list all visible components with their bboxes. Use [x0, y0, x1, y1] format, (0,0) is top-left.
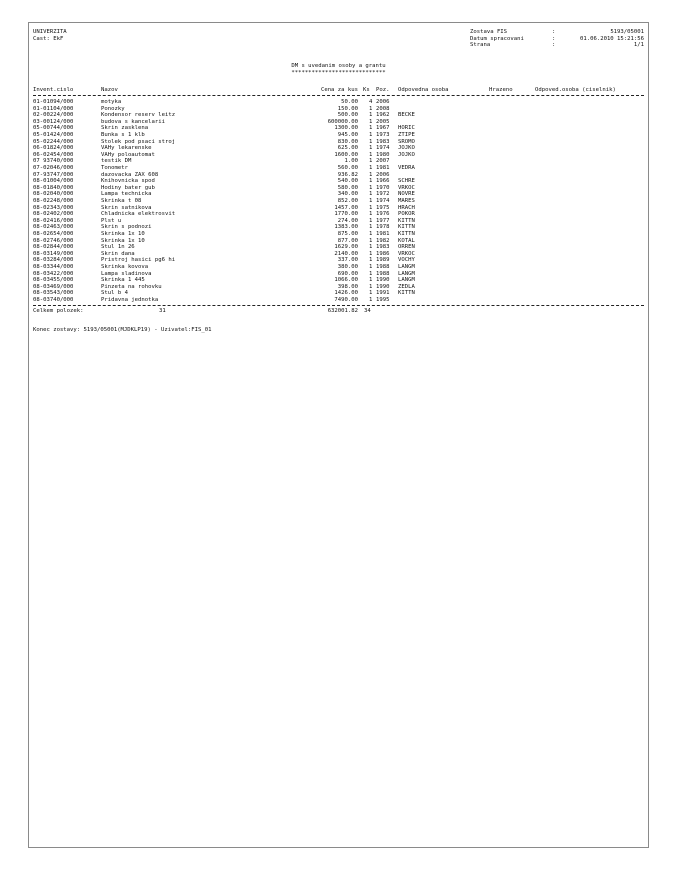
cell-nazov: motyka — [101, 99, 122, 105]
cell-ks: 1 — [369, 191, 373, 198]
cell-invent: 08-03344/000 — [33, 264, 74, 270]
cell-osoba: NOVRE — [398, 191, 415, 198]
cell-cena: 1066.00 — [334, 277, 358, 284]
strana-value: 1/1 — [633, 42, 644, 49]
cell-osoba: JOJKO — [398, 151, 415, 158]
col-ks: Ks — [363, 87, 370, 93]
cell-cena: 398.00 — [337, 283, 358, 290]
cell-nazov: budova s kancelarii — [101, 118, 165, 125]
cell-nazov: Pridavna jednotka — [101, 297, 159, 303]
col-poz: Poz. — [376, 87, 390, 93]
cell-nazov: Pinzeta na rohovku — [101, 283, 162, 290]
summary-ks-total: 34 — [364, 307, 371, 314]
cell-ks: 1 — [369, 178, 373, 185]
cell-invent: 05-02244/000 — [33, 138, 74, 145]
org-part: Cast: EkF — [33, 35, 64, 42]
table-row — [29, 271, 648, 278]
cell-invent: 01-01094/000 — [33, 99, 74, 105]
cell-nazov: Lampa technicka — [101, 191, 152, 198]
cell-osoba: JOJKO — [398, 145, 415, 152]
column-header-row — [29, 87, 648, 94]
cell-cena: 380.00 — [337, 264, 358, 270]
cell-cena: 7490.00 — [334, 297, 358, 303]
cell-cena: 830.00 — [337, 138, 358, 145]
table-row — [29, 178, 648, 185]
cell-nazov: dazovacka ZAX 608 — [101, 171, 159, 178]
report-title: DM s uvedanim osoby a grantu — [291, 63, 386, 69]
cell-ks: 1 — [369, 277, 373, 284]
cell-cena: 1629.00 — [334, 244, 358, 251]
cell-nazov: Skrin satnikova — [101, 204, 152, 211]
table-row — [29, 158, 648, 165]
summary-row — [29, 308, 648, 315]
cell-nazov: Knihovnicka spod — [101, 178, 155, 185]
cell-invent: 08-03284/000 — [33, 257, 74, 264]
cell-rok: 1990 — [376, 283, 390, 290]
table-row — [29, 231, 648, 238]
cell-invent: 08-03455/000 — [33, 277, 74, 284]
cell-ks: 1 — [369, 290, 373, 297]
cell-invent: 08-02746/000 — [33, 237, 74, 244]
cell-osoba: ZEDLA — [398, 283, 415, 290]
cell-invent: 06-02454/000 — [33, 151, 74, 158]
cell-nazov: Ponozky — [101, 105, 125, 112]
cell-ks: 1 — [369, 283, 373, 290]
cell-ks: 1 — [369, 224, 373, 231]
cell-ks: 1 — [369, 231, 373, 237]
cell-rok: 1983 — [376, 138, 390, 145]
cell-rok: 1974 — [376, 198, 390, 204]
cell-rok: 2006 — [376, 171, 390, 178]
table-row — [29, 284, 648, 291]
cell-nazov: Pristroj hasici pg6 hi — [101, 257, 176, 264]
cell-ks: 1 — [369, 257, 373, 264]
cell-nazov: Skrinka 1 445 — [101, 277, 145, 284]
cell-ks: 1 — [369, 125, 373, 132]
table-row — [29, 139, 648, 146]
col-hrazeno: Hrazeno — [489, 87, 513, 93]
cell-nazov: Skrinka kovova — [101, 264, 149, 270]
cell-ks: 1 — [369, 105, 373, 112]
cell-rok: 1983 — [376, 244, 390, 251]
cell-osoba: SROMO — [398, 138, 415, 145]
col-nazov: Nazov — [101, 87, 118, 93]
cell-ks: 1 — [369, 158, 373, 165]
cell-ks: 1 — [369, 184, 373, 191]
table-row — [29, 244, 648, 251]
cell-ks: 1 — [369, 270, 373, 277]
cell-osoba: BECKE — [398, 112, 415, 119]
cell-invent: 08-02416/000 — [33, 217, 74, 224]
cell-invent: 08-02402/000 — [33, 211, 74, 218]
cell-rok: 1966 — [376, 178, 390, 185]
cell-nazov: Stul b 4 — [101, 290, 128, 297]
cell-cena: 1770.00 — [334, 211, 358, 218]
org-name: UNIVERZITA — [33, 29, 67, 35]
table-row — [29, 165, 648, 172]
table-row — [29, 297, 648, 304]
cell-rok: 1990 — [376, 277, 390, 284]
cell-cena: 1.00 — [344, 158, 358, 165]
cell-osoba: VEDRA — [398, 165, 415, 171]
cell-ks: 1 — [369, 297, 373, 303]
cell-ks: 1 — [369, 151, 373, 158]
report-title-underline: **************************** — [291, 69, 386, 76]
cell-cena: 340.00 — [337, 191, 358, 198]
sep-datum: : — [552, 35, 556, 42]
table-row — [29, 112, 648, 119]
table-row — [29, 191, 648, 198]
cell-nazov: Skrin zasklena — [101, 125, 149, 132]
cell-ks: 1 — [369, 264, 373, 270]
cell-ks: 1 — [369, 217, 373, 224]
label-strana: Strana — [470, 42, 491, 49]
cell-ks: 1 — [369, 204, 373, 211]
cell-invent: 08-03740/000 — [33, 297, 74, 303]
cell-invent: 08-01004/000 — [33, 178, 74, 185]
cell-rok: 1974 — [376, 145, 390, 152]
cell-osoba: SCHRE — [398, 178, 415, 185]
table-row — [29, 205, 648, 212]
label-datum: Datum spracovani — [470, 35, 524, 42]
cell-osoba: HRACH — [398, 204, 415, 211]
summary-label: Celkem polozek: — [33, 307, 84, 314]
cell-ks: 1 — [369, 198, 373, 204]
cell-ks: 1 — [369, 211, 373, 218]
cell-ks: 1 — [369, 237, 373, 244]
cell-rok: 1977 — [376, 217, 390, 224]
summary-count: 31 — [159, 307, 166, 314]
col-cena: Cena za kus — [320, 87, 358, 93]
cell-invent: 08-02463/000 — [33, 224, 74, 231]
table-row — [29, 198, 648, 205]
cell-cena: 337.00 — [337, 257, 358, 264]
cell-cena: 1383.00 — [334, 224, 358, 231]
table-row — [29, 125, 648, 132]
table-row — [29, 290, 648, 297]
cell-cena: 1457.00 — [334, 204, 358, 211]
cell-rok: 1981 — [376, 165, 390, 171]
sep-strana: : — [552, 42, 556, 49]
table-row — [29, 119, 648, 126]
col-odp-osoba: Odpovedna osoba — [398, 87, 449, 93]
cell-cena: 50.00 — [341, 99, 358, 105]
cell-rok: 1986 — [376, 250, 390, 257]
cell-invent: 08-03543/000 — [33, 290, 74, 297]
sep-zostava: : — [552, 29, 556, 35]
cell-cena: 852.00 — [337, 198, 358, 204]
cell-invent: 06-01824/000 — [33, 145, 74, 152]
table-row — [29, 106, 648, 113]
cell-nazov: Hodiny bater gub — [101, 184, 155, 191]
cell-invent: 08-02844/000 — [33, 244, 74, 251]
cell-cena: 560.00 — [337, 165, 358, 171]
cell-nazov: Skrin dana — [101, 250, 135, 257]
cell-rok: 2006 — [376, 99, 390, 105]
cell-ks: 1 — [369, 165, 373, 171]
col-odp-ciselnik: Odpoved.osoba (ciselnik) — [535, 87, 616, 93]
cell-rok: 1970 — [376, 184, 390, 191]
cell-invent: 08-03469/000 — [33, 283, 74, 290]
cell-rok: 1982 — [376, 237, 390, 244]
cell-rok: 1972 — [376, 191, 390, 198]
table-row — [29, 277, 648, 284]
cell-rok: 1973 — [376, 132, 390, 138]
cell-ks: 1 — [369, 145, 373, 152]
cell-invent: 08-03149/000 — [33, 250, 74, 257]
cell-osoba: VRKOC — [398, 184, 415, 191]
cell-rok: 1962 — [376, 112, 390, 119]
cell-cena: 1600.00 — [334, 151, 358, 158]
cell-osoba: LANGM — [398, 277, 415, 284]
cell-cena: 875.00 — [337, 231, 358, 237]
cell-ks: 1 — [369, 244, 373, 251]
cell-rok: 1989 — [376, 257, 390, 264]
cell-nazov: Chladnicka elektrosvit — [101, 211, 176, 218]
cell-nazov: Kondensor reserv leitz — [101, 112, 176, 119]
cell-rok: 2005 — [376, 118, 390, 125]
cell-nazov: Skrinka t 08 — [101, 198, 142, 204]
cell-ks: 1 — [369, 250, 373, 257]
cell-rok: 2008 — [376, 105, 390, 112]
cell-ks: 1 — [369, 112, 373, 119]
cell-ks: 1 — [369, 118, 373, 125]
cell-nazov: testik DM — [101, 158, 132, 165]
cell-rok: 1978 — [376, 224, 390, 231]
cell-invent: 07-02046/000 — [33, 165, 74, 171]
cell-osoba: HORIC — [398, 125, 415, 132]
table-row — [29, 132, 648, 139]
table-row — [29, 224, 648, 231]
cell-cena: 1300.00 — [334, 125, 358, 132]
cell-osoba: LANGM — [398, 270, 415, 277]
cell-invent: 08-03422/000 — [33, 270, 74, 277]
table-row — [29, 264, 648, 271]
cell-nazov: Tonometr — [101, 165, 128, 171]
cell-cena: 690.00 — [337, 270, 358, 277]
cell-invent: 05-01424/000 — [33, 132, 74, 138]
cell-nazov: Skrinka 1x 10 — [101, 231, 145, 237]
cell-invent: 08-02040/000 — [33, 191, 74, 198]
table-row — [29, 238, 648, 245]
cell-cena: 580.00 — [337, 184, 358, 191]
cell-osoba: KITTN — [398, 224, 415, 231]
cell-nazov: Bunka s 1 klb — [101, 132, 145, 138]
cell-osoba: LANGM — [398, 264, 415, 270]
cell-nazov: Stul 1n 26 — [101, 244, 135, 251]
table-row — [29, 218, 648, 225]
label-zostava: Zostava FIS — [470, 29, 508, 35]
cell-cena: 877.00 — [337, 237, 358, 244]
cell-invent: 07-93747/000 — [33, 171, 74, 178]
col-invent: Invent.cislo — [33, 87, 74, 93]
cell-ks: 1 — [369, 132, 373, 138]
report-page — [28, 22, 649, 848]
table-row — [29, 172, 648, 179]
cell-nazov: Skrin s podnozi — [101, 224, 152, 231]
cell-osoba: KITTN — [398, 290, 415, 297]
cell-cena: 600000.00 — [327, 118, 358, 125]
cell-nazov: Skrinka 1x 10 — [101, 237, 145, 244]
cell-rok: 1975 — [376, 204, 390, 211]
cell-rok: 1988 — [376, 270, 390, 277]
cell-invent: 08-02343/000 — [33, 204, 74, 211]
cell-rok: 1980 — [376, 151, 390, 158]
cell-invent: 07 93740/000 — [33, 158, 74, 165]
cell-cena: 540.00 — [337, 178, 358, 185]
cell-invent: 08-02248/000 — [33, 198, 74, 204]
cell-nazov: Lampa sladinova — [101, 270, 152, 277]
cell-cena: 625.00 — [337, 145, 358, 152]
summary-total: 632001.82 — [327, 307, 358, 314]
cell-osoba: KITTN — [398, 231, 415, 237]
cell-osoba: KITTN — [398, 217, 415, 224]
table-row — [29, 152, 648, 159]
cell-cena: 500.00 — [337, 112, 358, 119]
cell-invent: 01-01104/000 — [33, 105, 74, 112]
cell-rok: 1976 — [376, 211, 390, 218]
cell-cena: 1426.00 — [334, 290, 358, 297]
cell-cena: 945.00 — [337, 132, 358, 138]
table-row — [29, 211, 648, 218]
table-row — [29, 185, 648, 192]
cell-ks: 1 — [369, 138, 373, 145]
cell-rok: 1995 — [376, 297, 390, 303]
cell-osoba: VOCHY — [398, 257, 415, 264]
cell-osoba: POKOR — [398, 211, 415, 218]
cell-rok: 1981 — [376, 231, 390, 237]
cell-nazov: VAHy poloautomat — [101, 151, 155, 158]
cell-rok: 1967 — [376, 125, 390, 132]
summary-divider — [33, 305, 644, 306]
cell-ks: 1 — [369, 171, 373, 178]
cell-invent: 08-01840/000 — [33, 184, 74, 191]
datum-value: 01.06.2010 15:21:56 — [580, 35, 644, 42]
cell-cena: 150.00 — [337, 105, 358, 112]
cell-cena: 274.00 — [337, 217, 358, 224]
cell-cena: 936.82 — [337, 171, 358, 178]
cell-invent: 05-00744/000 — [33, 125, 74, 132]
zostava-value: 5193/05001 — [610, 29, 644, 35]
cell-invent: 02-00224/000 — [33, 112, 74, 119]
cell-nazov: Stolek pod psaci stroj — [101, 138, 176, 145]
cell-invent: 08-02654/000 — [33, 231, 74, 237]
cell-osoba: ZTIPE — [398, 132, 415, 138]
cell-cena: 2140.00 — [334, 250, 358, 257]
table-row — [29, 257, 648, 264]
cell-nazov: Plst u — [101, 217, 122, 224]
cell-rok: 1991 — [376, 290, 390, 297]
cell-rok: 1988 — [376, 264, 390, 270]
cell-osoba: VRKOC — [398, 250, 415, 257]
table-row — [29, 145, 648, 152]
cell-rok: 2007 — [376, 158, 390, 165]
table-row — [29, 251, 648, 258]
cell-osoba: MARES — [398, 198, 415, 204]
cell-osoba: ORREN — [398, 244, 415, 251]
cell-ks: 4 — [369, 99, 373, 105]
cell-nazov: VAHy lekarenske — [101, 145, 152, 152]
report-footer: Konec zostavy: 5193/05001(MJDKLP19) - Uzivatel:FIS_01 — [33, 326, 212, 333]
header-divider — [33, 95, 644, 96]
table-row — [29, 99, 648, 106]
cell-osoba: KOTAL — [398, 237, 415, 244]
cell-invent: 03-00124/000 — [33, 118, 74, 125]
